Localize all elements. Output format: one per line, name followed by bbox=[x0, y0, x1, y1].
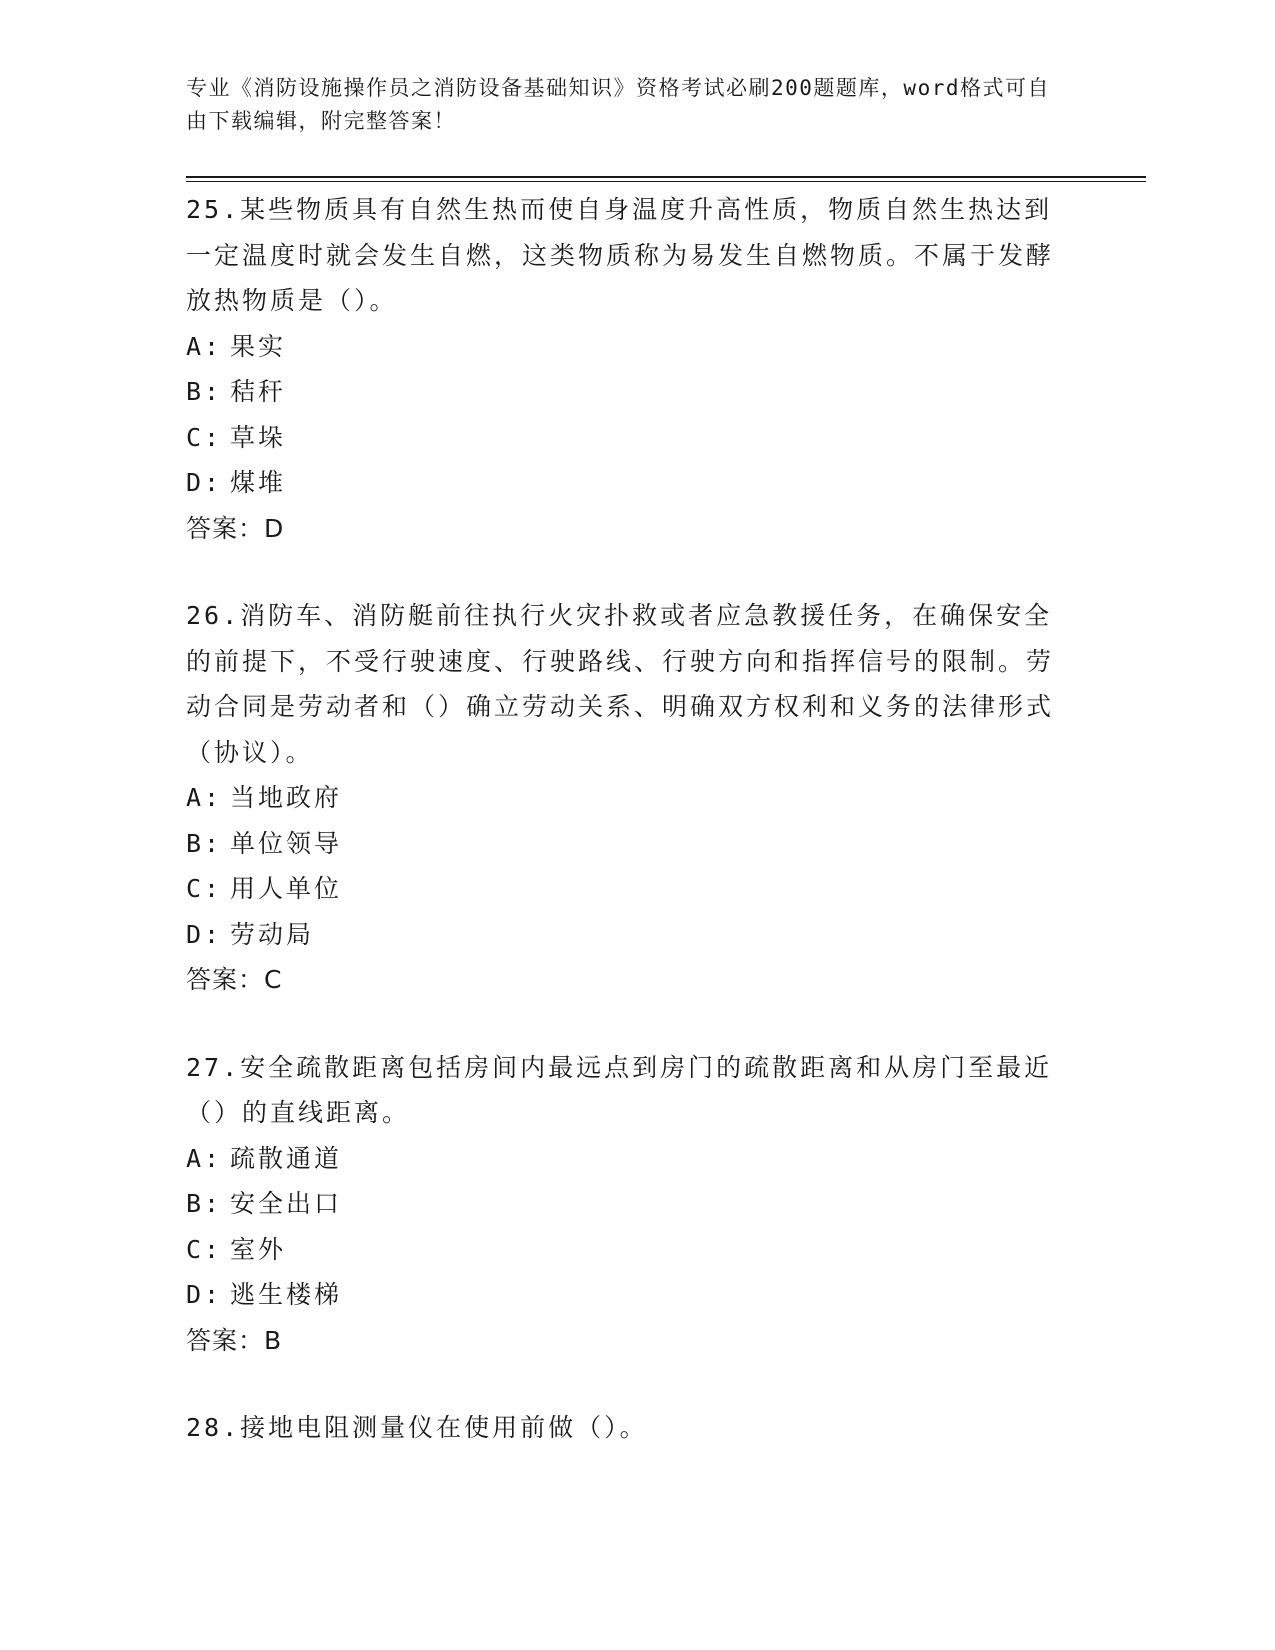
header-rule-thick bbox=[186, 176, 1146, 178]
option-letter: D: bbox=[186, 468, 223, 497]
option-c bbox=[186, 1227, 1076, 1273]
answer-line: 答案：C bbox=[186, 965, 283, 994]
question-list bbox=[186, 187, 1076, 1451]
option-letter: B: bbox=[186, 828, 223, 858]
option-text: 疏散通道 bbox=[230, 1143, 343, 1173]
question-gap bbox=[186, 1363, 1076, 1405]
option-b bbox=[186, 369, 1076, 415]
header-rule-thin bbox=[186, 181, 1146, 182]
answer-line: 答案：B bbox=[186, 1325, 283, 1355]
question-stem: 27.安全疏散距离包括房间内最远点到房门的疏散距离和从房门至最近（）的直线距离。 bbox=[186, 1052, 1053, 1127]
option-d bbox=[186, 912, 1076, 958]
option-text: 果实 bbox=[230, 331, 287, 361]
option-text: 逃生楼梯 bbox=[230, 1280, 343, 1309]
option-letter: C: bbox=[186, 874, 223, 903]
option-b bbox=[186, 1181, 1076, 1227]
option-a bbox=[186, 324, 1076, 370]
option-text: 安全出口 bbox=[230, 1189, 343, 1218]
question-25 bbox=[186, 187, 1076, 551]
question-27 bbox=[186, 1045, 1076, 1364]
option-a bbox=[186, 1136, 1076, 1182]
option-letter: C: bbox=[186, 422, 223, 452]
option-letter: B: bbox=[186, 377, 223, 406]
option-text: 单位领导 bbox=[230, 828, 343, 858]
option-a bbox=[186, 775, 1076, 821]
question-stem: 26.消防车、消防艇前往执行火灾扑救或者应急教援任务，在确保安全的前提下，不受行驶速度、行驶路线、行驶方向和指挥信号的限制。劳动合同是劳动者和（）确立劳动关系、明确双方权利和义务的法律形式（协议）。 bbox=[186, 601, 1055, 767]
option-d bbox=[186, 460, 1076, 506]
option-text: 劳动局 bbox=[230, 919, 315, 949]
option-text: 当地政府 bbox=[230, 783, 343, 812]
option-c bbox=[186, 866, 1076, 912]
option-letter: A: bbox=[186, 331, 223, 361]
answer-line: 答案：D bbox=[186, 513, 285, 543]
option-text: 草垛 bbox=[230, 422, 287, 452]
option-letter: A: bbox=[186, 1143, 223, 1173]
option-text: 煤堆 bbox=[230, 468, 287, 497]
question-stem: 28.接地电阻测量仪在使用前做（）。 bbox=[186, 1413, 648, 1442]
option-letter: B: bbox=[186, 1189, 223, 1218]
option-letter: D: bbox=[186, 919, 223, 949]
option-text: 秸秆 bbox=[230, 377, 287, 406]
question-stem: 25.某些物质具有自然生热而使自身温度升高性质，物质自然生热达到一定温度时就会发生自燃，这类物质称为易发生自燃物质。不属于发酵放热物质是（）。 bbox=[186, 195, 1055, 315]
option-letter: D: bbox=[186, 1280, 223, 1309]
option-text: 室外 bbox=[230, 1234, 287, 1264]
question-28 bbox=[186, 1405, 1076, 1451]
option-c bbox=[186, 415, 1076, 461]
question-gap bbox=[186, 1003, 1076, 1045]
option-text: 用人单位 bbox=[230, 874, 343, 903]
option-letter: A: bbox=[186, 783, 223, 812]
option-d bbox=[186, 1272, 1076, 1318]
document-header: 专业《消防设施操作员之消防设备基础知识》资格考试必刷200题题库，word格式可自由下载编辑，附完整答案！ bbox=[186, 76, 1050, 133]
option-b bbox=[186, 821, 1076, 867]
option-letter: C: bbox=[186, 1234, 223, 1264]
question-gap bbox=[186, 551, 1076, 593]
question-26 bbox=[186, 593, 1076, 1003]
